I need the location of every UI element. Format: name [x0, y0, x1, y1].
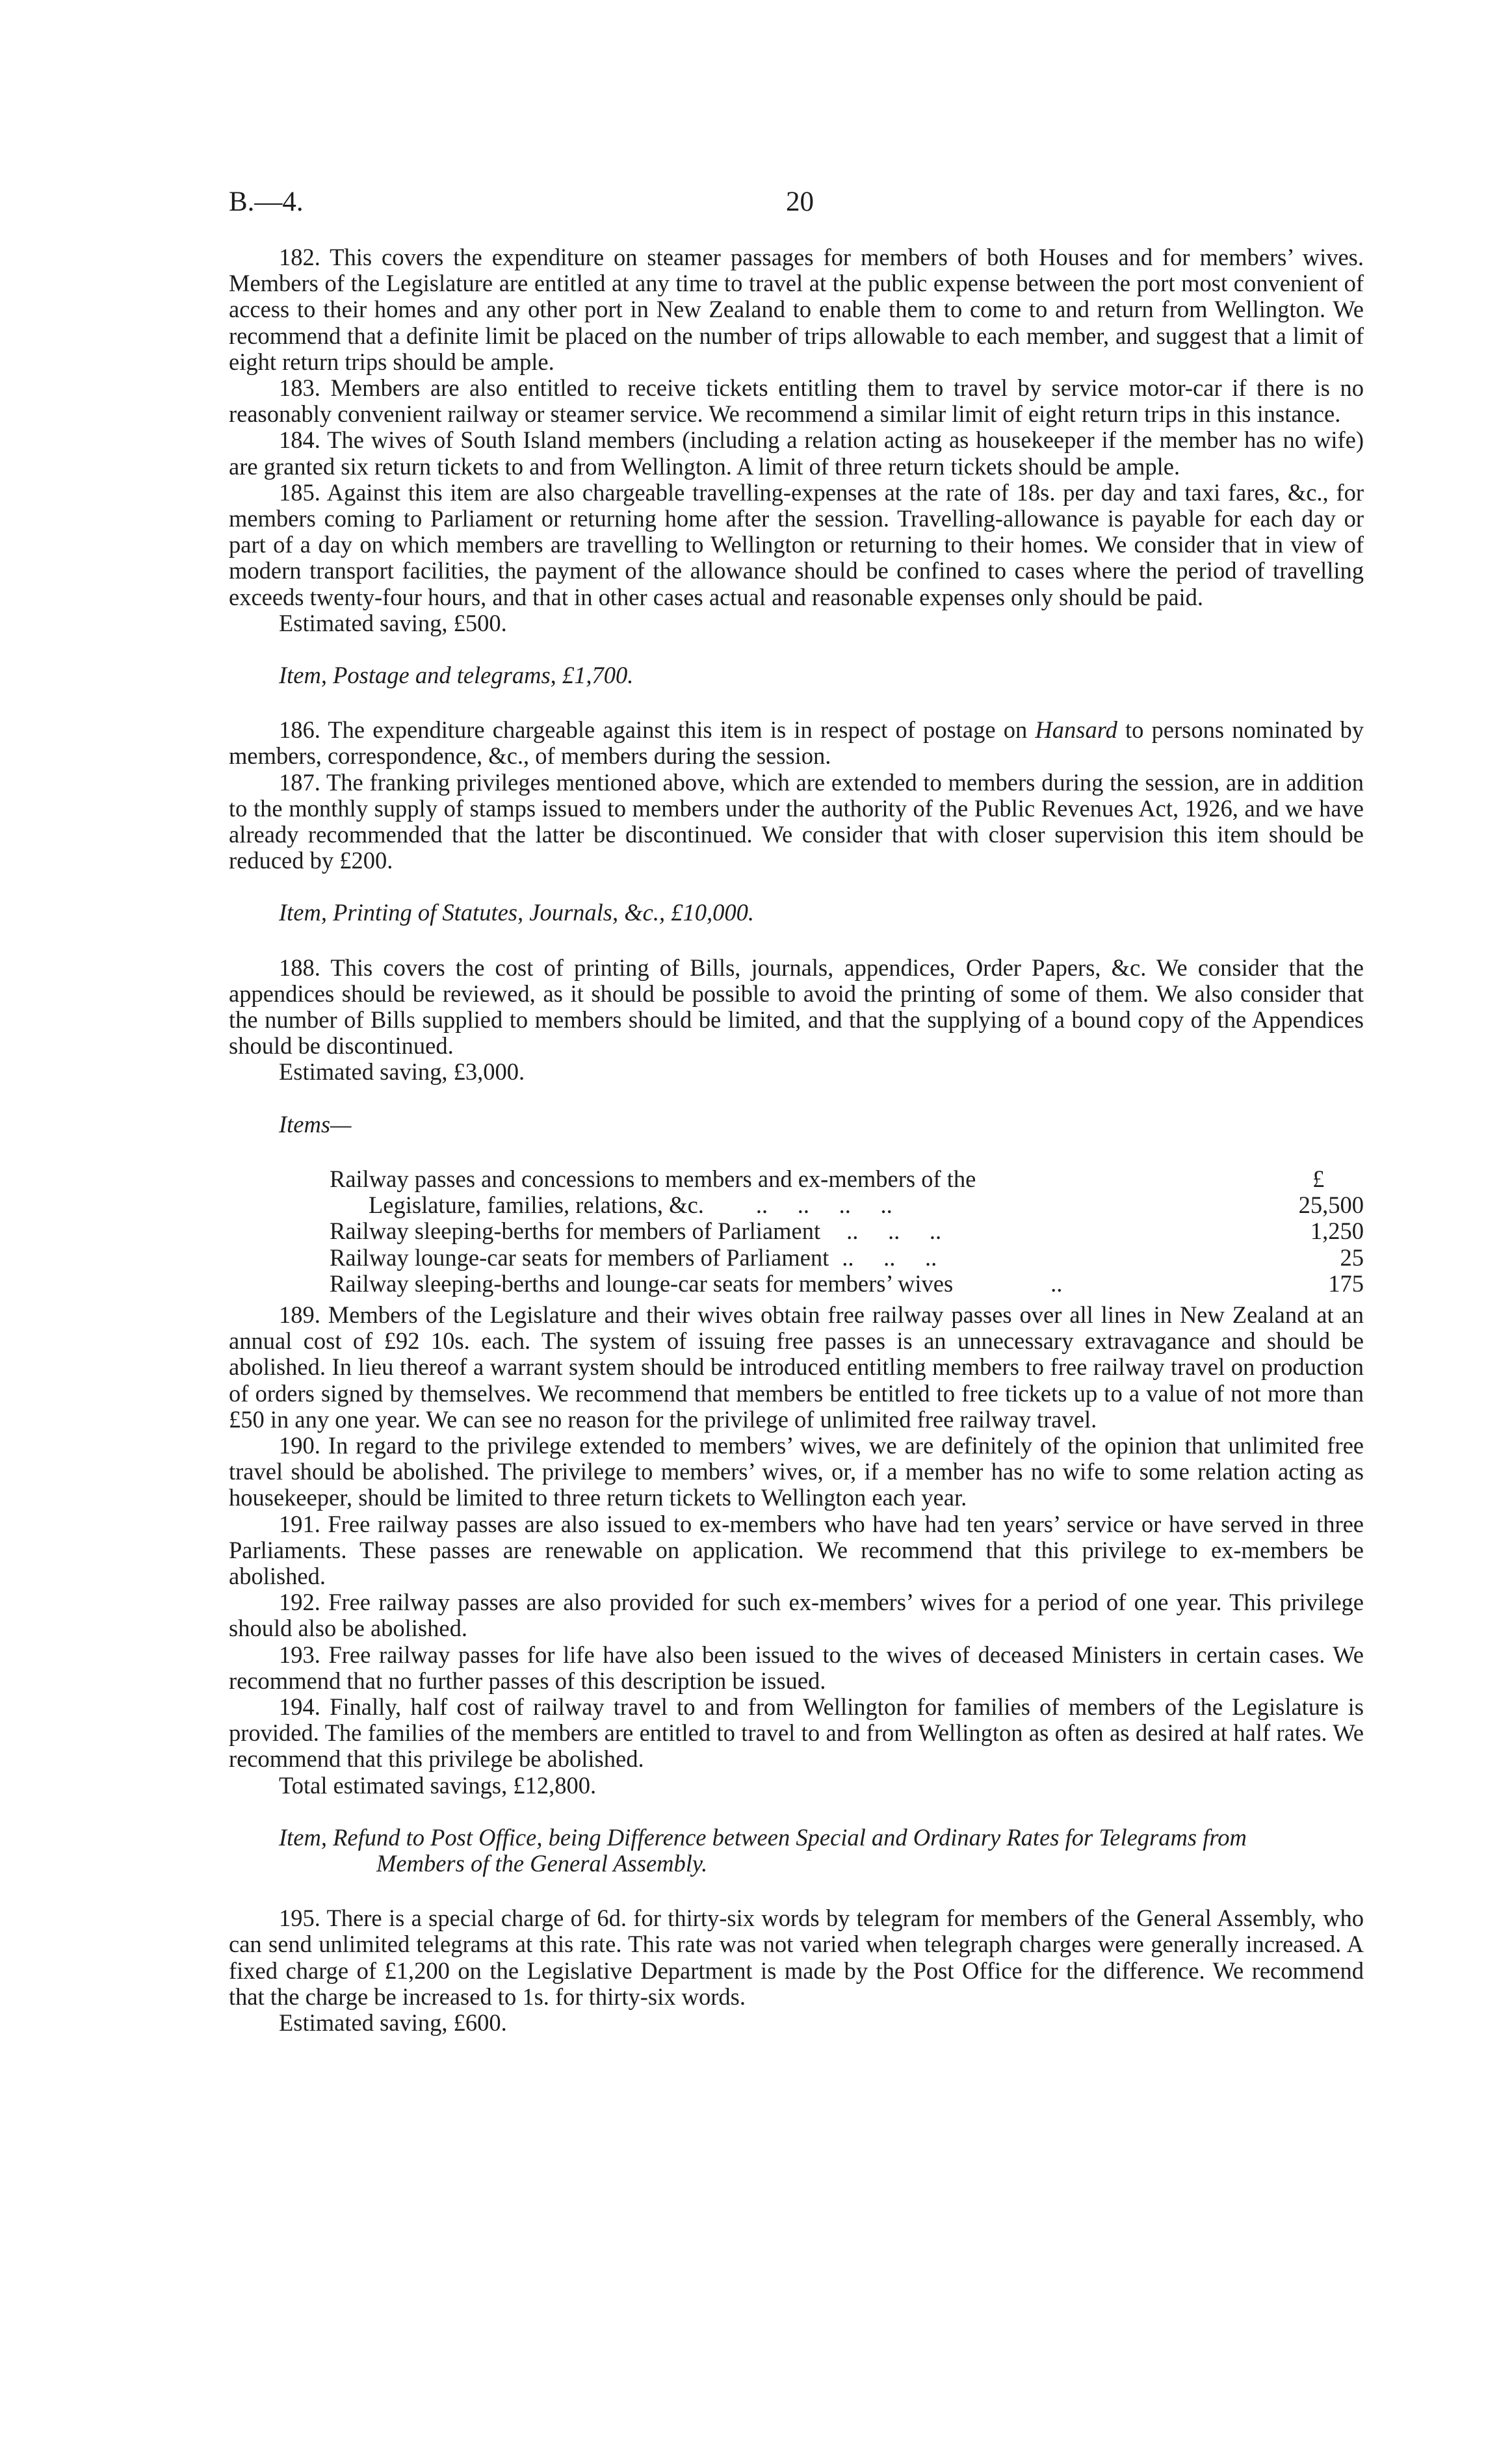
table-row — [229, 1166, 1364, 1192]
items-table — [229, 1166, 1364, 1297]
estimated-saving: Estimated saving, £3,000. — [279, 1058, 525, 1086]
refund-heading-line-2: Members of the General Assembly. — [376, 1849, 708, 1877]
table-row — [229, 1245, 1364, 1271]
table-cell-description — [229, 1245, 1273, 1271]
section-heading-items: Items— — [279, 1110, 352, 1138]
dot-leaders: .. — [1050, 1270, 1063, 1297]
estimated-saving: Estimated saving, £600. — [279, 2009, 507, 2036]
spacer — [229, 1086, 1364, 1112]
paragraph-186-text-a: 186. The expenditure chargeable against this item is in respect of postage on — [279, 716, 1036, 744]
paragraph-183: 183. Members are also entitled to receive tickets entitling them to travel by service motor-car if there is no reasonably convenient railway or steamer service. We recommend a similar limit of eight return trips in this instance. — [229, 374, 1364, 428]
dot-leaders: .. .. .. — [846, 1218, 942, 1245]
refund-heading-line-1: Item, Refund to Post Office, being Difference between Special and Ordinary Rates for Telegrams from — [279, 1823, 1247, 1851]
paragraph-186 — [229, 717, 1364, 769]
table-cell-amount: 25 — [1340, 1244, 1364, 1271]
document-body — [229, 244, 1364, 2036]
spacer — [229, 636, 1364, 662]
spacer — [229, 874, 1364, 900]
paragraph-190: 190. In regard to the privilege extended to members’ wives, we are definitely of the opinion that unlimited free travel should be abolished. The privilege to members’ wives, or, if a member has no wife to some relation acting as housekeeper, should be limited to three return tickets to Wellington each year. — [229, 1431, 1364, 1511]
table-cell-description — [229, 1192, 1273, 1218]
paragraph-184: 184. The wives of South Island members (including a relation acting as housekeeper if the member has no wife) are granted six return tickets to and from Wellington. A limit of three return tickets should be ample. — [229, 426, 1364, 480]
paragraph-186-text-b: to persons nominated by members, correspondence, &c., of members during the session. — [229, 716, 1364, 770]
dot-leaders: .. .. .. .. — [755, 1192, 893, 1219]
page-number: 20 — [786, 187, 814, 217]
paragraph-195: 195. There is a special charge of 6d. for thirty-six words by telegram for members of the General Assembly, who can send unlimited telegrams at this rate. This rate was not varied when telegraph charges were generally increased. A fixed charge of £1,200 on the Legislative Department is made by the Post Office for the difference. We recommend that the charge be increased to 1s. for thirty-six words. — [229, 1905, 1364, 2010]
table-cell-amount: 175 — [1328, 1270, 1364, 1297]
paragraph-188: 188. This covers the cost of printing of Bills, journals, appendices, Order Papers, &c. We consider that the appendices should be reviewed, as it should be possible to avoid the printing of some of them. We also consider that the number of Bills supplied to members should be limited, and that the supplying of a bound copy of the Appendices should be discontinued. — [229, 954, 1364, 1060]
document-reference: B.—4. — [229, 187, 304, 217]
paragraph-192: 192. Free railway passes are also provided for such ex-members’ wives for a period of one year. This privilege should also be abolished. — [229, 1589, 1364, 1642]
total-estimated-savings: Total estimated savings, £12,800. — [279, 1771, 597, 1799]
table-cell-description — [229, 1218, 1273, 1244]
spacer — [229, 1799, 1364, 1825]
table-row — [229, 1192, 1364, 1218]
section-heading-postage: Item, Postage and telegrams, £1,700. — [279, 662, 634, 689]
dot-leaders: .. .. .. — [842, 1244, 937, 1271]
table-row — [229, 1271, 1364, 1297]
table-cell-description: Railway passes and concessions to members and ex-members of the — [330, 1165, 976, 1192]
hansard-italic: Hansard — [1035, 716, 1117, 744]
row-label: Railway sleeping-berths for members of Parliament — [330, 1218, 821, 1245]
row-label: Railway sleeping-berths and lounge-car seats for members’ wives — [330, 1270, 954, 1297]
description-continuation: Legislature, families, relations, &c. — [369, 1192, 704, 1219]
spacer — [229, 688, 1364, 717]
paragraph-185: 185. Against this item are also chargeable travelling-expenses at the rate of 18s. per day and taxi fares, &c., for members coming to Parliament or returning home after the session. Travelling-allowance is payable for each day or part of a day on which members are travelling to Wellington or returning to their homes. We consider that in view of modern transport facilities, the payment of the allowance should be confined to cases where the period of travelling exceeds twenty-four hours, and that in other cases actual and reasonable expenses only should be paid. — [229, 478, 1364, 610]
table-row — [229, 1218, 1364, 1244]
paragraph-187: 187. The franking privileges mentioned above, which are extended to members during the session, are in addition to the monthly supply of stamps issued to members under the authority of the Public Revenues Act, 1926, and we have already recommended that the latter be discontinued. We consider that with closer supervision this item should be reduced by £200. — [229, 768, 1364, 874]
row-label: Railway lounge-car seats for members of Parliament — [330, 1244, 829, 1271]
table-cell-description — [229, 1271, 1273, 1297]
section-heading-printing: Item, Printing of Statutes, Journals, &c., £10,000. — [279, 899, 754, 926]
section-heading-refund — [229, 1825, 1364, 1877]
table-cell-amount: 1,250 — [1310, 1218, 1364, 1245]
page-header — [229, 186, 1364, 225]
spacer — [229, 1138, 1364, 1166]
paragraph-194: 194. Finally, half cost of railway travel to and from Wellington for families of members of the Legislature is provided. The families of the members are entitled to travel to and from Wellington as often as desired at half rates. We recommend that this privilege be abolished. — [229, 1693, 1364, 1773]
spacer — [229, 926, 1364, 955]
estimated-saving: Estimated saving, £500. — [279, 609, 507, 636]
spacer — [229, 1877, 1364, 1905]
paragraph-193: 193. Free railway passes for life have also been issued to the wives of deceased Ministers in certain cases. We recommend that no further passes of this description be issued. — [229, 1641, 1364, 1694]
currency-header: £ — [1312, 1165, 1325, 1192]
paragraph-189: 189. Members of the Legislature and their wives obtain free railway passes over all lines in New Zealand at an annual cost of £92 10s. each. The system of issuing free passes is an unnecessary extravagance and should be abolished. In lieu thereof a warrant system should be introduced entitling members to free railway travel on production of orders signed by themselves. We recommend that members be entitled to free tickets up to a value of not more than £50 in any one year. We can see no reason for the privilege of unlimited free railway travel. — [229, 1301, 1364, 1433]
paragraph-191: 191. Free railway passes are also issued to ex-members who have had ten years’ service or have served in three Parliaments. These passes are renewable on application. We recommend that this privilege to ex-members be abolished. — [229, 1510, 1364, 1589]
table-cell-amount: 25,500 — [1298, 1192, 1364, 1219]
paragraph-182: 182. This covers the expenditure on steamer passages for members of both Houses and for members’ wives. Members of the Legislature are entitled at any time to travel at the public expense between the port most convenient of access to their homes and any other port in New Zealand to enable them to come to and return from Wellington. We recommend that a definite limit be placed on the number of trips allowable to each member, and suggest that a limit of eight return trips should be ample. — [229, 244, 1364, 375]
